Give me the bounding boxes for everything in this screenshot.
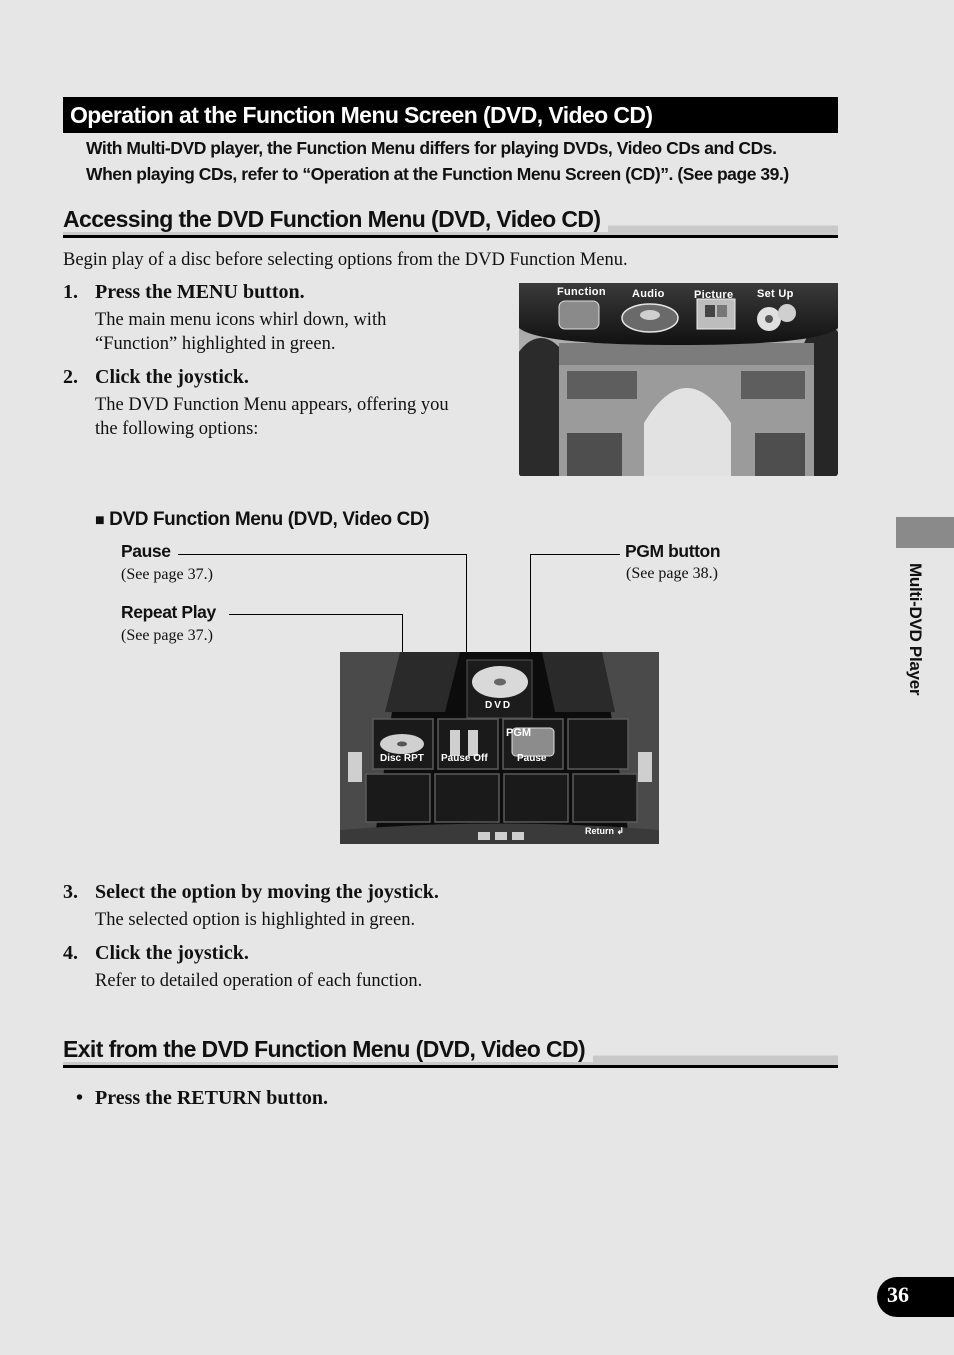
dvd-function-menu-screenshot [340, 652, 659, 844]
access-section-heading [63, 206, 838, 238]
step-1-desc-2: “Function” highlighted in green. [95, 334, 336, 354]
dvd-label: DVD [485, 700, 513, 711]
diagram-title [95, 509, 429, 531]
exit-heading-text: Exit from the DVD Function Menu (DVD, Video CD) [63, 1036, 593, 1062]
page-number-badge [877, 1277, 954, 1317]
callout-repeat-ref: (See page 37.) [121, 627, 213, 644]
exit-section-heading [63, 1036, 838, 1068]
main-menu-screenshot [519, 283, 838, 476]
step-2-number: 2. [63, 366, 78, 388]
intro-line-2: When playing CDs, refer to “Operation at the Function Menu Screen (CD)”. (See page 39.) [86, 164, 789, 184]
intro-line-1: With Multi-DVD player, the Function Menu differs for playing DVDs, Video CDs and CDs. [86, 138, 777, 158]
diagram-title-text: DVD Function Menu (DVD, Video CD) [109, 509, 430, 530]
access-intro: Begin play of a disc before selecting options from the DVD Function Menu. [63, 250, 628, 270]
return-label: Return [585, 826, 614, 836]
exit-instruction: Press the RETURN button. [95, 1087, 328, 1109]
callout-pause-label: Pause [121, 541, 171, 561]
step-2-desc-1: The DVD Function Menu appears, offering you [95, 395, 449, 415]
side-tab-label: Multi-DVD Player [906, 563, 925, 696]
step-3-desc: The selected option is highlighted in green. [95, 910, 416, 930]
return-arrow-icon: ↲ [616, 826, 625, 836]
step-3-title: Select the option by moving the joystick. [95, 881, 439, 903]
menu-setup-label: Set Up [757, 288, 794, 300]
square-bullet-icon: ■ [95, 512, 105, 529]
step-2-title: Click the joystick. [95, 366, 249, 388]
pgm-pause-button[interactable]: Pause [517, 753, 547, 764]
pgm-leader-h [530, 554, 620, 555]
pause-off-button[interactable]: Pause Off [441, 753, 488, 764]
step-3-number: 3. [63, 881, 78, 903]
pause-leader-h [178, 554, 466, 555]
pgm-mark: PGM [506, 727, 532, 739]
step-2-desc-2: the following options: [95, 419, 259, 439]
step-1-number: 1. [63, 281, 78, 303]
menu-picture-label: Picture [694, 289, 734, 301]
step-1-desc-1: The main menu icons whirl down, with [95, 310, 387, 330]
disc-rpt-button[interactable]: Disc RPT [380, 753, 424, 764]
step-1-title: Press the MENU button. [95, 281, 305, 303]
callout-pgm-label: PGM button [625, 541, 721, 561]
step-4-title: Click the joystick. [95, 942, 249, 964]
callout-repeat-label: Repeat Play [121, 602, 216, 622]
menu-function-label: Function [557, 286, 606, 298]
page-number: 36 [887, 1282, 909, 1307]
step-4-number: 4. [63, 942, 78, 964]
access-heading-text: Accessing the DVD Function Menu (DVD, Video CD) [63, 206, 608, 232]
callout-pause-ref: (See page 37.) [121, 566, 213, 583]
repeat-leader-h [229, 614, 402, 615]
menu-audio-label: Audio [632, 288, 665, 300]
arc-photo-graphic [519, 283, 838, 476]
dvd-menu-graphic [340, 652, 659, 844]
return-button[interactable] [585, 826, 624, 837]
main-section-header: Operation at the Function Menu Screen (DVD, Video CD) [63, 97, 838, 133]
callout-pgm-ref: (See page 38.) [626, 565, 718, 582]
step-4-desc: Refer to detailed operation of each function. [95, 971, 423, 991]
side-tab-marker [896, 517, 954, 548]
exit-bullet: • [76, 1087, 84, 1109]
